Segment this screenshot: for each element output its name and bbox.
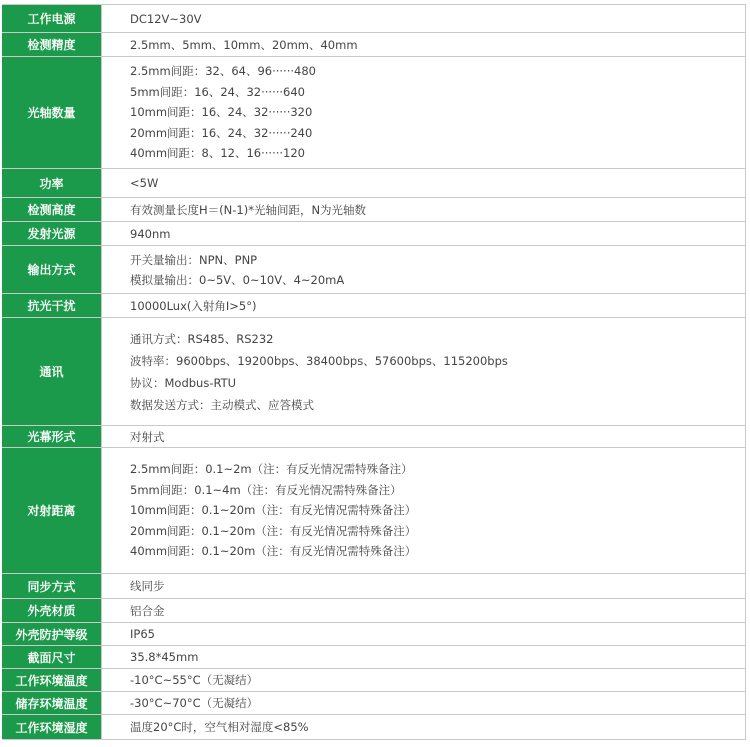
spec-value-line: 开关量输出：NPN、PNP [130, 252, 258, 267]
spec-label: 检测高度 [2, 198, 102, 221]
spec-row-curtain-type [2, 426, 746, 448]
spec-table [2, 4, 746, 740]
spec-row-beam-count [2, 57, 746, 169]
spec-row-section-size [2, 646, 746, 669]
spec-value-line: 40mm间距：0.1~20m（注：有反光情况需特殊备注） [130, 544, 417, 559]
spec-value [102, 623, 746, 645]
spec-row-emitter-source [2, 222, 746, 246]
spec-value [102, 646, 746, 668]
spec-value-line: 温度20°C时，空气相对湿度<85% [130, 720, 309, 734]
spec-label: 截面尺寸 [2, 646, 102, 668]
spec-value [102, 169, 746, 197]
spec-value-line: 20mm间距：16、24、32······240 [130, 125, 313, 140]
spec-row-storage-temperature [2, 692, 746, 715]
spec-row-beam-distance [2, 448, 746, 574]
spec-row-communication [2, 318, 746, 426]
spec-value-line: 有效测量长度H＝(N-1)*光轴间距，N为光轴数 [130, 202, 367, 217]
spec-value-line: -10°C~55°C（无凝结） [130, 673, 259, 687]
spec-value-line: 铝合金 [130, 603, 165, 618]
spec-value-line: 2.5mm、5mm、10mm、20mm、40mm [130, 37, 358, 52]
spec-row-power [2, 169, 746, 198]
spec-value-line: DC12V~30V [130, 11, 202, 26]
spec-value [102, 669, 746, 691]
spec-value-line: 模拟量输出：0~5V、0~10V、4~20mA [130, 272, 345, 287]
spec-value-line: 20mm间距：0.1~20m（注：有反光情况需特殊备注） [130, 523, 417, 538]
spec-value-line: -30°C~70°C（无凝结） [130, 696, 259, 710]
spec-row-sync-mode [2, 574, 746, 599]
spec-label: 外壳防护等级 [2, 623, 102, 645]
spec-value [102, 599, 746, 622]
spec-row-output-mode [2, 246, 746, 294]
spec-value-line: 协议：Modbus-RTU [130, 375, 237, 390]
spec-value [102, 715, 746, 739]
spec-label: 检测精度 [2, 33, 102, 56]
spec-row-housing-material [2, 599, 746, 623]
spec-value-line: 对射式 [130, 429, 165, 444]
spec-value-line: 5mm间距：16、24、32······640 [130, 84, 306, 99]
spec-value-line: 10000Lux(入射角I>5°) [130, 298, 257, 313]
spec-label: 同步方式 [2, 574, 102, 598]
spec-label: 光幕形式 [2, 426, 102, 447]
spec-value-line: 波特率：9600bps、19200bps、38400bps、57600bps、115200bps [130, 353, 508, 368]
spec-value-line: 通讯方式：RS485、RS232 [130, 331, 274, 346]
spec-label: 工作环境温度 [2, 669, 102, 691]
spec-row-operating-humidity [2, 715, 746, 740]
spec-row-detection-height [2, 198, 746, 222]
spec-value [102, 448, 746, 573]
spec-value-line: 35.8*45mm [130, 650, 199, 664]
spec-value-line: 40mm间距：8、12、16······120 [130, 146, 306, 161]
spec-row-detection-accuracy [2, 33, 746, 57]
spec-label: 功率 [2, 169, 102, 197]
spec-row-operating-temperature [2, 669, 746, 692]
spec-value [102, 5, 746, 32]
spec-value-line: 10mm间距：16、24、32······320 [130, 105, 313, 120]
spec-value [102, 246, 746, 293]
spec-value-line: 2.5mm间距：32、64、96······480 [130, 64, 316, 79]
spec-value-line: 数据发送方式：主动模式、应答模式 [130, 397, 314, 412]
spec-value-line: 10mm间距：0.1~20m（注：有反光情况需特殊备注） [130, 503, 417, 518]
spec-value [102, 692, 746, 714]
spec-value [102, 33, 746, 56]
spec-label: 光轴数量 [2, 57, 102, 168]
spec-label: 对射距离 [2, 448, 102, 573]
spec-value [102, 222, 746, 245]
spec-value [102, 426, 746, 447]
spec-label: 外壳材质 [2, 599, 102, 622]
spec-row-power-supply [2, 5, 746, 33]
spec-value-line: 940nm [130, 226, 171, 241]
spec-row-protection-rating [2, 623, 746, 646]
spec-value-line: 2.5mm间距：0.1~2m（注：有反光情况需特殊备注） [130, 462, 413, 477]
spec-label: 工作电源 [2, 5, 102, 32]
spec-value [102, 294, 746, 317]
spec-value-line: <5W [130, 176, 159, 190]
spec-label: 工作环境湿度 [2, 715, 102, 739]
spec-label: 发射光源 [2, 222, 102, 245]
spec-value-line: 5mm间距：0.1~4m（注：有反光情况需特殊备注） [130, 482, 402, 497]
spec-label: 抗光干扰 [2, 294, 102, 317]
spec-label: 通讯 [2, 318, 102, 425]
spec-row-anti-light-interference [2, 294, 746, 318]
spec-value-line: IP65 [130, 627, 155, 641]
spec-label: 储存环境温度 [2, 692, 102, 714]
spec-value-line: 线同步 [130, 579, 165, 593]
spec-value [102, 574, 746, 598]
spec-value [102, 318, 746, 425]
spec-label: 输出方式 [2, 246, 102, 293]
spec-value [102, 57, 746, 168]
spec-value [102, 198, 746, 221]
